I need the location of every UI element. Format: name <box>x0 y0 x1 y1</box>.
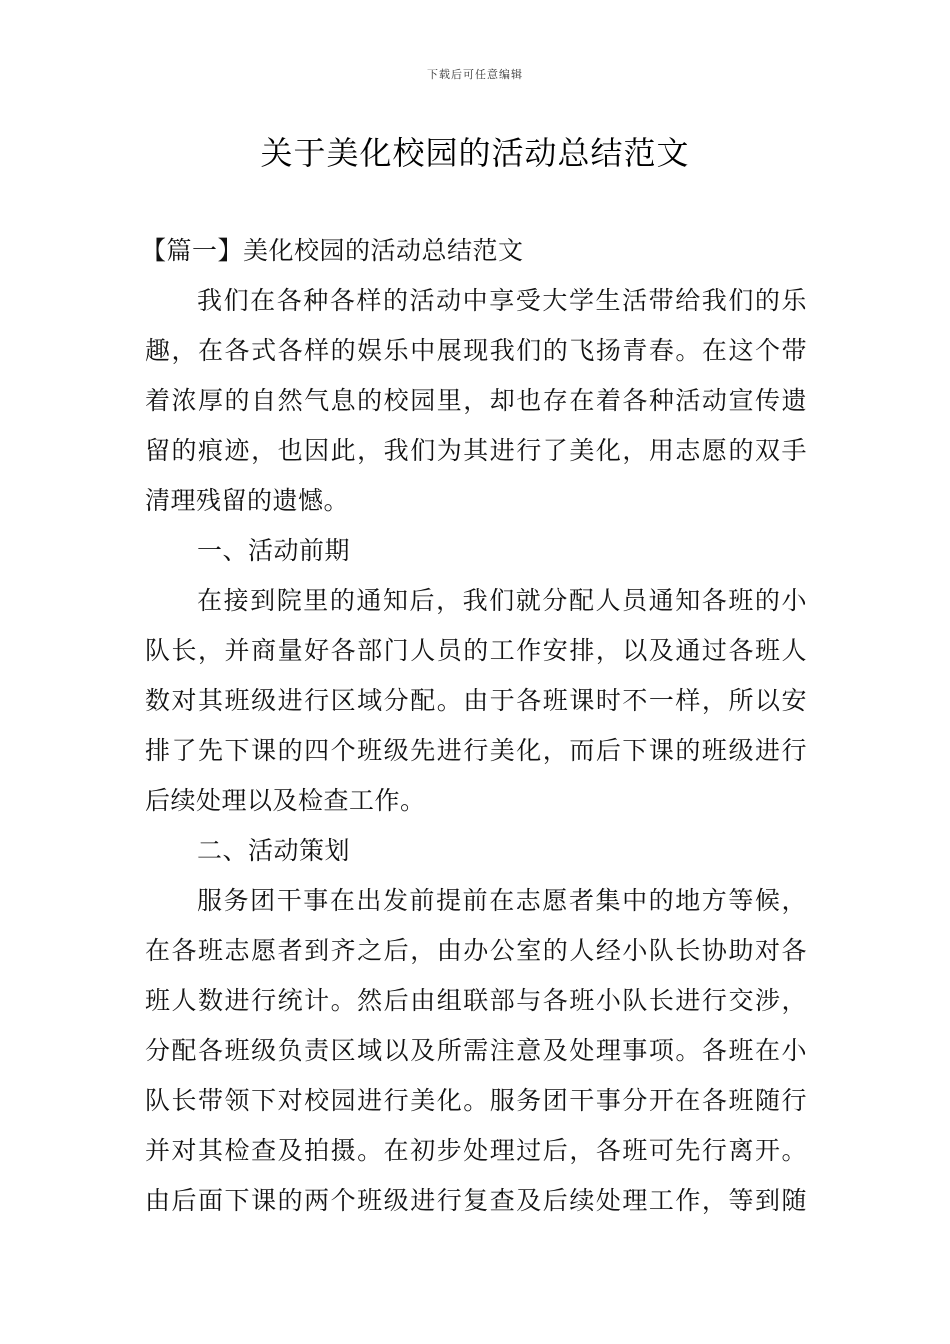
paragraph-line: 留的痕迹，也因此，我们为其进行了美化，用志愿的双手 <box>145 436 807 465</box>
subheading: 二、活动策划 <box>197 836 351 865</box>
paragraph-line: 数对其班级进行区域分配。由于各班课时不一样，所以安 <box>145 686 807 715</box>
paragraph-line: 班人数进行统计。然后由组联部与各班小队长进行交涉， <box>145 986 807 1015</box>
paragraph-line: 并对其检查及拍摄。在初步处理过后，各班可先行离开。 <box>145 1136 807 1165</box>
document-title: 关于美化校园的活动总结范文 <box>260 134 690 172</box>
subheading: 一、活动前期 <box>197 536 351 565</box>
section-title: 【篇一】美化校园的活动总结范文 <box>141 236 524 265</box>
document-body <box>141 226 807 1226</box>
paragraph-line: 队长带领下对校园进行美化。服务团干事分开在各班随行 <box>145 1086 807 1115</box>
paragraph-line: 着浓厚的自然气息的校园里，却也存在着各种活动宣传遗 <box>145 386 807 415</box>
paragraph-line: 分配各班级负责区域以及所需注意及处理事项。各班在小 <box>145 1036 807 1065</box>
paragraph-line: 我们在各种各样的活动中享受大学生活带给我们的乐 <box>197 286 807 315</box>
paragraph-line: 在各班志愿者到齐之后，由办公室的人经小队长协助对各 <box>145 936 807 965</box>
paragraph-line: 趣，在各式各样的娱乐中展现我们的飞扬青春。在这个带 <box>145 336 807 365</box>
paragraph-line: 在接到院里的通知后，我们就分配人员通知各班的小 <box>197 586 807 615</box>
paragraph-line: 服务团干事在出发前提前在志愿者集中的地方等候， <box>197 886 807 915</box>
header-note: 下载后可任意编辑 <box>427 68 523 81</box>
paragraph-line: 后续处理以及检查工作。 <box>145 786 426 815</box>
paragraph-line: 清理残留的遗憾。 <box>145 486 350 515</box>
paragraph-line: 排了先下课的四个班级先进行美化，而后下课的班级进行 <box>145 736 807 765</box>
paragraph-line: 由后面下课的两个班级进行复查及后续处理工作，等到随 <box>145 1186 807 1215</box>
paragraph-line: 队长，并商量好各部门人员的工作安排，以及通过各班人 <box>145 636 807 665</box>
